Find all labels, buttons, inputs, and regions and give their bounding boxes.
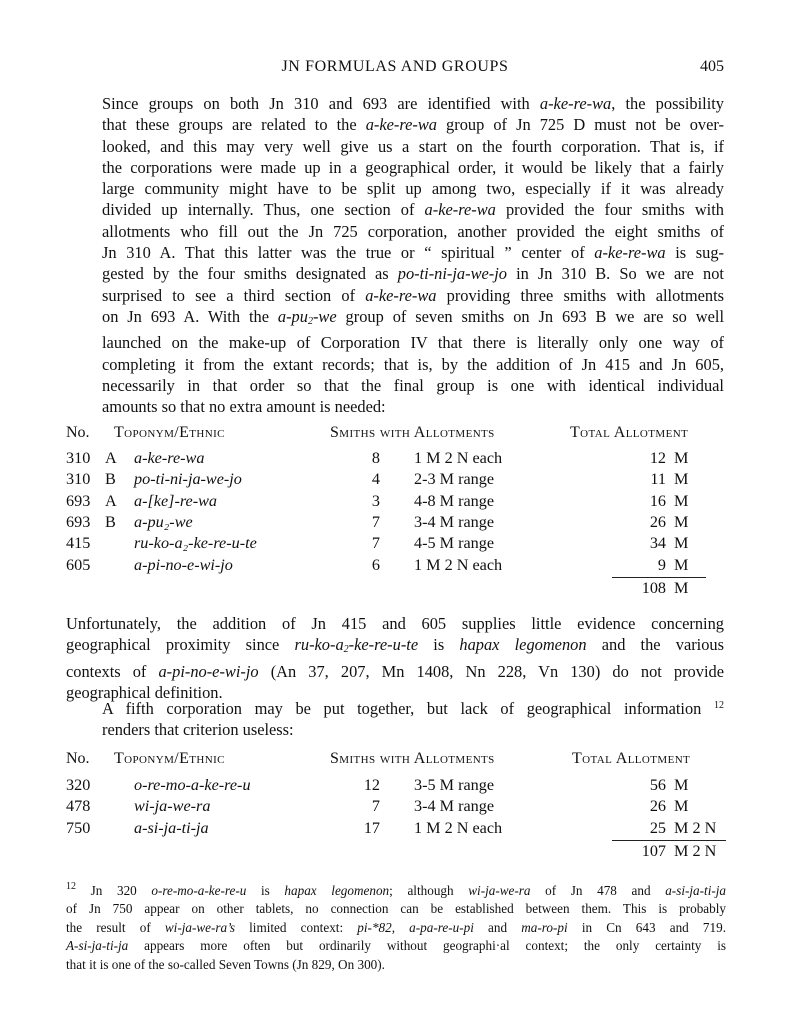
text-segment: ; although bbox=[389, 883, 469, 898]
cell-total-unit: M 2 N bbox=[674, 818, 717, 837]
cell-total: 26 bbox=[649, 797, 666, 816]
text-segment: provided the four smiths with bbox=[495, 200, 724, 220]
text-segment: pi-*82, a-pa-re-u-pi bbox=[357, 919, 474, 935]
col-header-total: Total Allotment bbox=[570, 424, 689, 441]
text-segment: Jn 310 A. That this latter was the true or “ spiritual ” center of bbox=[102, 243, 595, 263]
text-segment: ma-ro-pi bbox=[521, 919, 568, 935]
text-segment: allotments who fill out the Jn 725 corporation, another provided the eight smiths of bbox=[102, 221, 724, 241]
text-line bbox=[66, 354, 724, 375]
text-line bbox=[66, 956, 726, 974]
footnote-marker: 12 bbox=[66, 881, 76, 892]
text-line bbox=[66, 634, 724, 660]
table-row bbox=[66, 449, 726, 470]
text-segment: a-ke-re-wa bbox=[424, 200, 496, 220]
text-segment: hapax legomenon bbox=[284, 883, 390, 898]
text-segment: o-re-mo-a-ke-re-u bbox=[151, 883, 247, 898]
text-segment: wi-ja-we-ra bbox=[468, 883, 531, 898]
text-line bbox=[66, 375, 724, 396]
text-segment: a-pu bbox=[277, 306, 308, 326]
text-line bbox=[66, 285, 724, 306]
text-segment: a-pi-no-e-wi-jo bbox=[158, 661, 259, 681]
cell-tablet-section: B bbox=[105, 512, 116, 531]
text-line bbox=[66, 698, 724, 719]
cell-allotment-range: 4-5 M range bbox=[414, 534, 495, 553]
text-segment: A fifth corporation may be put together, but lack of geographical information bbox=[102, 699, 714, 718]
cell-total: 9 bbox=[657, 555, 666, 574]
cell-tablet-section: A bbox=[105, 449, 117, 467]
cell-smiths: 6 bbox=[371, 555, 380, 574]
text-segment: gested by the four smiths designated as bbox=[102, 264, 398, 284]
cell-toponym: a-si-ja-ti-ja bbox=[134, 818, 209, 837]
text-segment: limited context: bbox=[234, 919, 358, 935]
cell-allotment-range: 3-5 M range bbox=[414, 776, 495, 794]
text-line bbox=[66, 306, 724, 332]
cell-tablet-number: 310 bbox=[66, 449, 91, 467]
cell-total: 26 bbox=[649, 512, 666, 531]
cell-total-unit: M bbox=[674, 776, 689, 794]
cell-toponym: po-ti-ni-ja-we-jo bbox=[134, 470, 242, 489]
text-segment: a-ke-re-wa bbox=[539, 94, 612, 113]
text-segment: geographical proximity since bbox=[66, 635, 295, 655]
cell-tablet-section: A bbox=[105, 491, 117, 510]
cell-total-unit: M bbox=[674, 797, 689, 816]
table-row bbox=[66, 776, 726, 797]
cell-smiths: 12 bbox=[363, 776, 380, 794]
text-line bbox=[66, 661, 724, 682]
text-segment: completing it from the extant records; that is, by the addition of Jn 415 and Jn 605, bbox=[102, 354, 724, 374]
text-segment: launched on the make-up of Corporation IV that there is literally only one way of bbox=[102, 333, 724, 353]
table1-sum-unit: M bbox=[674, 579, 689, 597]
cell-total-unit: M bbox=[674, 491, 689, 510]
text-segment: the result of bbox=[66, 919, 165, 935]
footnote-marker: 12 bbox=[714, 700, 724, 711]
cell-allotment-range: 4-8 M range bbox=[414, 491, 495, 510]
cell-toponym: a-pi-no-e-wi-jo bbox=[134, 555, 233, 574]
text-line bbox=[66, 937, 726, 955]
table-row bbox=[66, 819, 726, 840]
cell-toponym: ru-ko-a₂-ke-re-u-te bbox=[134, 534, 257, 553]
text-line bbox=[66, 396, 724, 417]
cell-total-unit: M bbox=[674, 534, 689, 553]
table2-sum-row bbox=[66, 842, 726, 863]
cell-total: 56 bbox=[649, 776, 666, 794]
table2-sum-total: 107 bbox=[641, 842, 666, 860]
text-segment: and bbox=[473, 919, 522, 935]
text-segment: of Jn 478 and bbox=[530, 883, 666, 898]
cell-total: 16 bbox=[649, 491, 666, 510]
table-row bbox=[66, 492, 726, 513]
text-segment: renders that criterion useless: bbox=[102, 720, 294, 740]
table1-sum-rule bbox=[612, 577, 706, 578]
running-header bbox=[66, 58, 724, 80]
text-line bbox=[66, 900, 726, 918]
table1-sum-row bbox=[66, 579, 726, 600]
text-segment: is bbox=[418, 635, 460, 655]
text-segment: ru-ko-a bbox=[294, 635, 344, 655]
text-segment: (An 37, 207, Mn 1408, Nn 228, Vn 130) do not provide bbox=[258, 661, 724, 681]
text-segment: -ke-re-u-te bbox=[348, 635, 419, 655]
table-row bbox=[66, 556, 726, 577]
cell-allotment-range: 1 M 2 N each bbox=[414, 555, 503, 574]
table2-header bbox=[66, 750, 726, 774]
cell-toponym: wi-ja-we-ra bbox=[134, 797, 211, 816]
cell-toponym: a-ke-re-wa bbox=[134, 449, 205, 467]
cell-smiths: 7 bbox=[371, 797, 380, 816]
text-line bbox=[66, 136, 724, 157]
text-segment: a-ke-re-wa bbox=[365, 285, 437, 305]
cell-total: 11 bbox=[650, 470, 666, 489]
cell-smiths: 4 bbox=[371, 470, 380, 489]
paragraph-fifth-corporation bbox=[66, 698, 724, 741]
table2-sum-rule bbox=[612, 840, 726, 841]
cell-total-unit: M bbox=[674, 555, 689, 574]
cell-tablet-number: 415 bbox=[66, 534, 91, 553]
cell-tablet-number: 478 bbox=[66, 797, 91, 816]
text-segment: of Jn 750 appear on other tablets, no connection can be established between them. This is probably bbox=[66, 901, 726, 917]
text-segment: necessarily in that order so that the final group is one with identical individual bbox=[102, 375, 724, 395]
text-segment: providing three smiths with allotments bbox=[436, 285, 724, 305]
text-segment: 2 bbox=[307, 315, 313, 327]
table1-sum-total: 108 bbox=[641, 579, 666, 597]
cell-tablet-number: 693 bbox=[66, 512, 91, 531]
running-title: JN FORMULAS AND GROUPS bbox=[281, 58, 509, 75]
cell-allotment-range: 1 M 2 N each bbox=[414, 449, 503, 467]
cell-total-unit: M bbox=[674, 512, 689, 531]
col-header-no: No. bbox=[66, 750, 90, 767]
cell-allotment-range: 3-4 M range bbox=[414, 512, 495, 531]
text-segment: on Jn 693 A. With the bbox=[102, 306, 278, 326]
text-segment: hapax legomenon bbox=[459, 635, 587, 655]
text-segment: looked, and this may very well give us a start on the fourth corporation. That is, if bbox=[102, 136, 724, 156]
text-segment: group of seven smiths on Jn 693 B we are so well bbox=[336, 306, 724, 326]
text-segment: A-si-ja-ti-ja bbox=[66, 938, 129, 954]
text-line bbox=[66, 613, 724, 634]
table-row bbox=[66, 513, 726, 534]
cell-allotment-range: 3-4 M range bbox=[414, 797, 495, 816]
text-segment: surprised to see a third section of bbox=[102, 285, 366, 305]
cell-tablet-number: 605 bbox=[66, 555, 91, 574]
col-header-toponym: Toponym/Ethnic bbox=[114, 424, 225, 441]
text-segment: geographical definition. bbox=[66, 682, 223, 702]
text-segment: Jn 320 bbox=[76, 883, 152, 898]
text-segment: large community might have to be split up among two, especially if it was already bbox=[102, 179, 724, 199]
cell-smiths: 17 bbox=[363, 818, 380, 837]
text-segment: a-ke-re-wa bbox=[365, 115, 437, 135]
text-segment: divided up internally. Thus, one section of bbox=[102, 200, 425, 220]
text-line bbox=[66, 157, 724, 178]
cell-tablet-section: B bbox=[105, 470, 116, 489]
text-line bbox=[66, 93, 724, 114]
text-segment: appears more often but ordinarily without geographi·al context; the only certainty is bbox=[128, 938, 726, 954]
cell-toponym: a-pu₂-we bbox=[134, 512, 193, 531]
cell-allotment-range: 2-3 M range bbox=[414, 470, 495, 489]
text-line bbox=[66, 882, 726, 900]
text-segment: that these groups are related to the bbox=[102, 115, 366, 135]
text-segment: is sug- bbox=[665, 243, 724, 263]
table1-header bbox=[66, 424, 726, 448]
text-segment: the corporations were made up in a geographical order, it would be likely that a fairly bbox=[102, 157, 724, 177]
text-segment: -we bbox=[312, 306, 337, 326]
cell-total: 12 bbox=[649, 449, 666, 467]
text-line bbox=[66, 719, 724, 740]
cell-tablet-number: 320 bbox=[66, 776, 91, 794]
text-segment: amounts so that no extra amount is needed: bbox=[102, 397, 386, 417]
text-segment: a-si-ja-ti-ja bbox=[665, 883, 727, 898]
cell-tablet-number: 693 bbox=[66, 491, 91, 510]
col-header-no: No. bbox=[66, 424, 90, 441]
cell-tablet-number: 750 bbox=[66, 818, 91, 837]
text-segment: 2 bbox=[343, 644, 349, 656]
paragraph-unfortunately bbox=[66, 613, 724, 703]
footnote-12 bbox=[66, 882, 726, 974]
text-line bbox=[66, 178, 724, 199]
table-row bbox=[66, 534, 726, 555]
cell-total: 25 bbox=[649, 818, 666, 837]
text-segment: Since groups on both Jn 310 and 693 are identified with bbox=[102, 94, 540, 113]
text-line bbox=[66, 919, 726, 937]
paragraph-corporation-four bbox=[66, 93, 724, 417]
cell-smiths: 7 bbox=[371, 512, 380, 531]
col-header-total: Total Allotment bbox=[572, 750, 691, 767]
text-segment: a-ke-re-wa bbox=[594, 243, 666, 263]
table-row bbox=[66, 797, 726, 818]
cell-total: 34 bbox=[649, 534, 666, 553]
cell-allotment-range: 1 M 2 N each bbox=[414, 818, 503, 837]
text-segment: is bbox=[246, 883, 285, 898]
cell-toponym: o-re-mo-a-ke-re-u bbox=[134, 776, 251, 794]
col-header-toponym: Toponym/Ethnic bbox=[114, 750, 225, 767]
cell-total-unit: M bbox=[674, 449, 689, 467]
col-header-smiths: Smiths with Allotments bbox=[330, 750, 495, 767]
text-line bbox=[66, 221, 724, 242]
cell-toponym: a-[ke]-re-wa bbox=[134, 491, 218, 510]
text-segment: that it is one of the so-called Seven Towns (Jn 829, On 300). bbox=[66, 956, 385, 972]
text-line bbox=[66, 242, 724, 263]
text-line bbox=[66, 332, 724, 353]
text-line bbox=[66, 199, 724, 220]
text-segment: contexts of bbox=[66, 661, 159, 681]
col-header-smiths: Smiths with Allotments bbox=[330, 424, 495, 441]
text-segment: , the possibility bbox=[611, 94, 724, 113]
text-segment: wi-ja-we-ra’s bbox=[164, 919, 235, 935]
page-number: 405 bbox=[700, 58, 724, 75]
cell-smiths: 7 bbox=[371, 534, 380, 553]
cell-smiths: 3 bbox=[371, 491, 380, 510]
cell-total-unit: M bbox=[674, 470, 689, 489]
text-segment: po-ti-ni-ja-we-jo bbox=[397, 264, 507, 284]
cell-tablet-number: 310 bbox=[66, 470, 91, 489]
text-line bbox=[66, 263, 724, 284]
text-segment: Unfortunately, the addition of Jn 415 and 605 supplies little evidence concerning bbox=[66, 614, 724, 633]
cell-smiths: 8 bbox=[371, 449, 380, 467]
text-segment: group of Jn 725 D must not be over- bbox=[436, 115, 724, 135]
text-line bbox=[66, 114, 724, 135]
table-row bbox=[66, 470, 726, 491]
text-segment: in Cn 643 and 719. bbox=[567, 919, 726, 935]
text-segment: in Jn 310 B. So we are not bbox=[507, 264, 724, 284]
text-segment: and the various bbox=[586, 635, 725, 655]
table2-sum-unit: M 2 N bbox=[674, 842, 717, 860]
